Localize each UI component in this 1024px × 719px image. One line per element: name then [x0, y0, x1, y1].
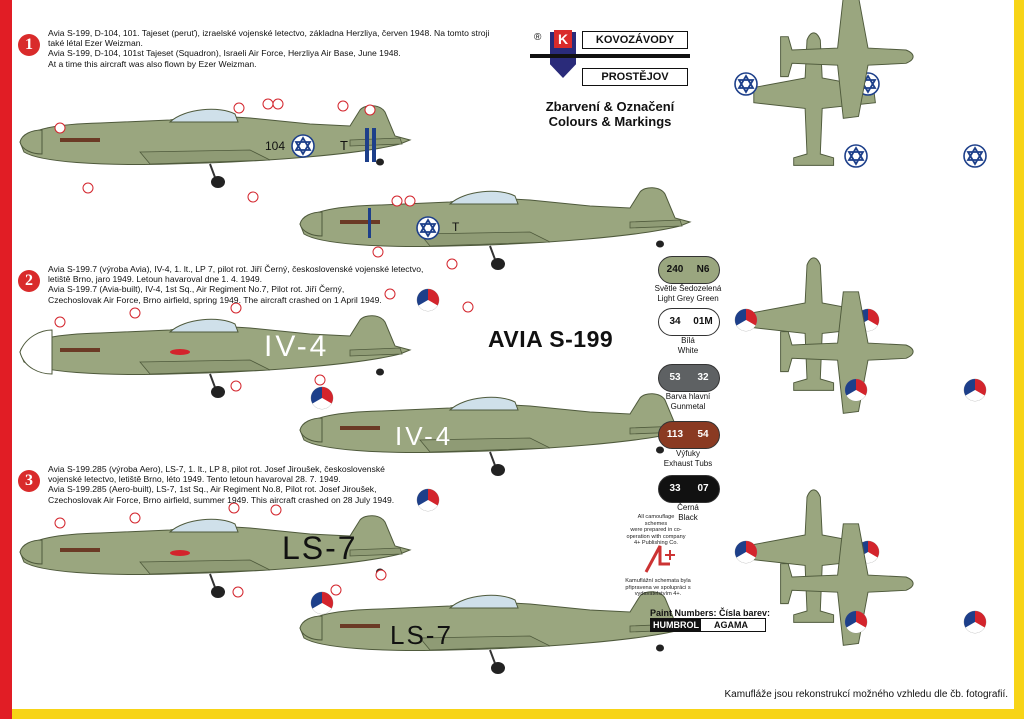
model-title: AVIA S-199 [488, 326, 614, 352]
code-iv4-large: IV-4 [264, 330, 330, 363]
paint-label-3 [638, 392, 738, 411]
humbrol-label: HUMBROL [653, 620, 699, 630]
caption-line: Avia S-199.285 (Aero-built), LS-7, 1st Sq., Air Regiment No.8, Pilot rot. Josef Jiroušek, [48, 484, 377, 495]
paint-label-2 [638, 336, 738, 355]
caption-line: Avia S-199, D-104, 101st Tajeset (Squadron), Israeli Air Force, Herzliya Air Base, June 1948. [48, 48, 401, 59]
scheme-badge-1: 1 [18, 34, 40, 56]
paint-label-en: Black [678, 512, 698, 522]
agama-label: AGAMA [714, 620, 748, 630]
code-ls7-small: LS-7 [390, 620, 453, 650]
scheme-badge-2: 2 [18, 270, 40, 292]
logo-line-1: KOVOZÁVODY [582, 31, 688, 49]
paint-label-cz: Výfuky [675, 449, 700, 458]
scheme-caption-2 [48, 264, 448, 305]
paint-label-cz: Černá [677, 503, 699, 512]
note-line: připravena ve spolupráci s [625, 584, 691, 591]
caption-line: Avia S-199.7 (výroba Avia), IV-4, 1. lt., LP 7, pilot rot. Jiří Černý, československé vojenské letectvo, [48, 264, 424, 274]
paint-label-en: Light Grey Green [657, 293, 719, 303]
scheme1-side-small [300, 188, 690, 270]
paint-code-humbrol: 53 [669, 372, 681, 383]
paint-numbers-title: Paint Numbers: Čísla barev: [650, 608, 771, 618]
paint-numbers-legend [650, 618, 766, 632]
scheme1-side-large [20, 106, 410, 188]
paint-chip-5 [658, 475, 720, 503]
caption-line: také létal Ezer Weizman. [48, 38, 143, 49]
paint-code-agama: 54 [697, 429, 709, 440]
scheme-caption-3 [48, 464, 448, 505]
code-104: 104 [265, 139, 286, 153]
code-t-small: T [452, 220, 460, 234]
paint-label-en: Gunmetal [670, 401, 706, 411]
paint-code-humbrol: 240 [666, 264, 684, 275]
paint-label-en: White [677, 345, 699, 355]
paint-chip-4 [658, 421, 720, 449]
kovozavody-logo [530, 30, 690, 90]
paint-code-agama: 01M [693, 316, 713, 327]
note-line: Kamuflážní schemata byla [625, 578, 691, 584]
scheme-badge-3: 3 [18, 470, 40, 492]
paint-label-cz: Bílá [681, 336, 695, 345]
footer-disclaimer: Kamufláže jsou rekonstrukcí možného vzhledu dle čb. fotografií. [724, 689, 1008, 700]
caption-line: letiště Brno, jaro 1949. Letoun havaroval dne 1. 4. 1949. [48, 274, 263, 285]
camouflage-note-cz [622, 578, 694, 598]
logo-letter: K [554, 30, 572, 48]
logo-line-2: PROSTĚJOV [582, 68, 688, 86]
scheme-caption-1 [48, 28, 518, 69]
registered-mark: ® [534, 32, 542, 43]
paint-label-en: Exhaust Tubs [663, 458, 713, 468]
scheme2-side-large [20, 316, 410, 398]
paint-code-humbrol: 34 [669, 316, 681, 327]
note-line: were prepared in co- [630, 527, 682, 534]
code-t-large: T [340, 138, 348, 153]
paint-label-1 [638, 284, 738, 303]
caption-line: Czechoslovak Air Force, Brno airfield, spring 1949. The aircraft crashed on 1 April 1949. [48, 294, 382, 305]
caption-line: Avia S-199, D-104, 101. Tajeset (peruť), izraelské vojenské letectvo, základna Herzliya, červen 1948. Na tomto stroji [48, 28, 490, 38]
heading-en: Colours & Markings [548, 114, 672, 129]
logo-stripe [530, 54, 690, 58]
caption-line: Avia S-199.7 (Avia-built), IV-4, 1st Sq., Air Regiment No.7, Pilot rot. Jiří Černý, [48, 284, 345, 295]
paint-chip-1 [658, 256, 720, 284]
note-line: All camouflage schemes [637, 514, 675, 527]
caption-line: At a time this aircraft was also flown by Ezer Weizman. [48, 58, 257, 69]
four-plus-logo-icon [640, 540, 680, 576]
paint-code-humbrol: 33 [669, 483, 681, 494]
note-line: vydavatelstvím 4+. [634, 591, 682, 598]
paint-code-humbrol: 113 [666, 429, 684, 440]
paint-code-agama: 32 [697, 372, 709, 383]
paint-chip-3 [658, 364, 720, 392]
heading-cz: Zbarvení & Označení [545, 99, 675, 114]
paint-label-cz: Barva hlavní [665, 392, 711, 401]
paint-code-agama: N6 [696, 264, 710, 275]
note-line: 4+ Publishing Co. [633, 540, 678, 547]
note-line: operation with company [626, 533, 686, 540]
code-ls7-large: LS-7 [282, 530, 358, 566]
caption-line: Czechoslovak Air Force, Brno airfield, summer 1949. This aircraft crashed on 28 July 1949. [48, 494, 395, 505]
scheme3-side-small [300, 592, 690, 674]
code-iv4-small: IV-4 [395, 421, 454, 451]
caption-line: Avia S-199.285 (výroba Aero), LS-7, 1. lt., LP 8, pilot rot. Josef Jiroušek, československé [48, 464, 385, 474]
caption-line: vojenské letectvo, letiště Brno, léto 1949. Tento letoun havaroval 28. 7. 1949. [48, 474, 341, 485]
paint-code-agama: 07 [697, 483, 709, 494]
paint-chip-2 [658, 308, 720, 336]
paint-label-cz: Světle Šedozelená [654, 284, 722, 293]
paint-label-4 [638, 449, 738, 468]
